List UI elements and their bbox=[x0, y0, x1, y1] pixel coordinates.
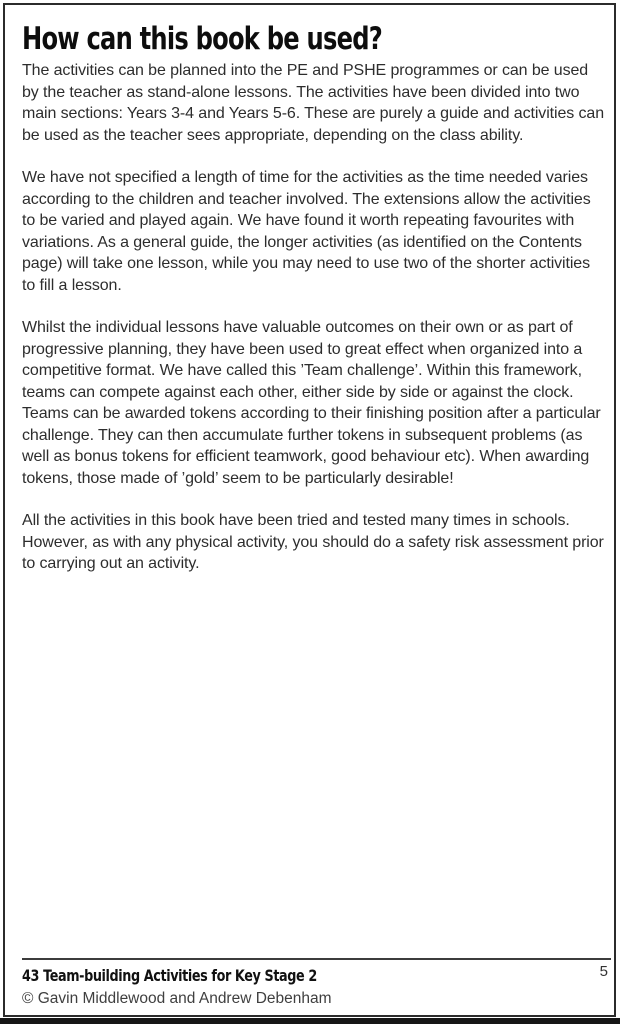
footer-copyright: © Gavin Middlewood and Andrew Debenham bbox=[22, 990, 332, 1007]
page-content bbox=[22, 22, 606, 596]
paragraph-4: All the activities in this book have been tried and tested many times in schools. However, as with any physical activity, you should do a safety risk assessment prior to carrying out an activity. bbox=[22, 512, 604, 572]
footer-divider bbox=[22, 958, 611, 960]
scan-bottom-bar bbox=[0, 1018, 620, 1024]
page-number: 5 bbox=[599, 963, 608, 980]
paragraph-3: Whilst the individual lessons have valuable outcomes on their own or as part of progressive planning, they have been used to great effect when organized into a competitive format. We have called this ’Team challenge’. Within this framework, teams can compete against each other, either side by side or against the clock. Teams can be awarded tokens according to their finishing position after a particular challenge. They can then accumulate further tokens in subsequent problems (as well as bonus tokens for efficient teamwork, good behaviour etc). When awarding tokens, those made of ’gold’ seem to be particularly desirable! bbox=[22, 319, 601, 487]
footer-book-title: 43 Team-building Activities for Key Stage 2 bbox=[22, 966, 317, 985]
paragraph-1: The activities can be planned into the PE and PSHE programmes or can be used by the teacher as stand-alone lessons. The activities have been divided into two main sections: Years 3-4 and Years 5-6. These are purely a guide and activities can be used as the teacher sees appropriate, depending on the class ability. bbox=[22, 62, 604, 144]
paragraph-2: We have not specified a length of time for the activities as the time needed varies according to the children and teacher involved. The extensions allow the activities to be varied and played again. We have found it worth repeating favourites with variations. As a general guide, the longer activities (as identified on the Contents page) will take one lesson, while you may need to use two of the shorter activities to fill a lesson. bbox=[22, 169, 591, 294]
body-copy bbox=[22, 60, 606, 575]
page-title: How can this book be used? bbox=[22, 21, 382, 57]
footer bbox=[22, 966, 391, 1008]
